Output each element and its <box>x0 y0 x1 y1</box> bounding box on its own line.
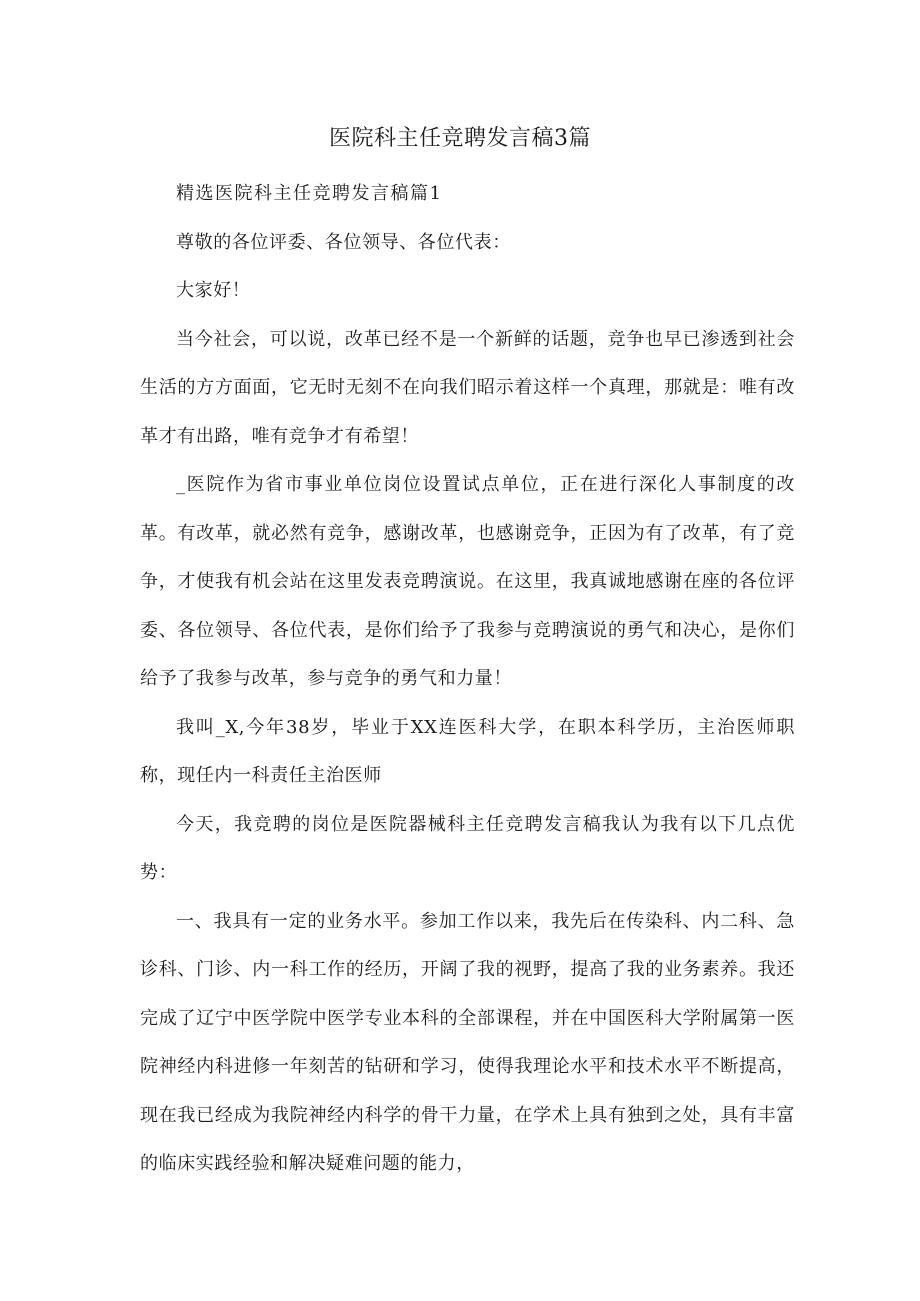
paragraph: _医院作为省市事业单位岗位设置试点单位，正在进行深化人事制度的改革。有改革，就必然有竞争，感谢改革，也感谢竞争，正因为有了改革，有了竞争，才使我有机会站在这里发表竞聘演说。在这里，我真诚地感谢在座的各位评委、各位领导、各位代表，是你们给予了我参与竞聘演说的勇气和决心，是你们给予了我参与改革，参与竞争的勇气和力量！ <box>140 474 795 689</box>
section-heading: 精选医院科主任竞聘发言稿篇1 <box>176 183 443 204</box>
salutation: 尊敬的各位评委、各位领导、各位代表： <box>176 231 511 253</box>
paragraph: 当今社会，可以说，改革已经不是一个新鲜的话题，竞争也早已渗透到社会生活的方方面面，它无时无刻不在向我们昭示着这样一个真理，那就是：唯有改革才有出路，唯有竞争才有希望！ <box>140 328 795 447</box>
paragraph: 一、我具有一定的业务水平。参加工作以来，我先后在传染科、内二科、急诊科、门诊、内一科工作的经历，开阔了我的视野，提高了我的业务素养。我还完成了辽宁中医学院中医学专业本科的全部课程，并在中国医科大学附属第一医院神经内科进修一年刻苦的钻研和学习，使得我理论水平和技术水平不断提高，现在我已经成为我院神经内科学的骨干力量，在学术上具有独到之处，具有丰富的临床实践经验和解决疑难问题的能力， <box>140 910 795 1174</box>
document-body <box>140 170 795 1189</box>
paragraph: 今天，我竞聘的岗位是医院器械科主任竞聘发言稿我认为我有以下几点优势： <box>140 813 795 883</box>
paragraph: 我叫_X,今年38岁，毕业于XX连医科大学，在职本科学历，主治医师职称，现任内一科责任主治医师 <box>140 716 795 786</box>
greeting: 大家好！ <box>176 280 251 301</box>
document-title: 医院科主任竞聘发言稿3篇 <box>329 126 591 151</box>
